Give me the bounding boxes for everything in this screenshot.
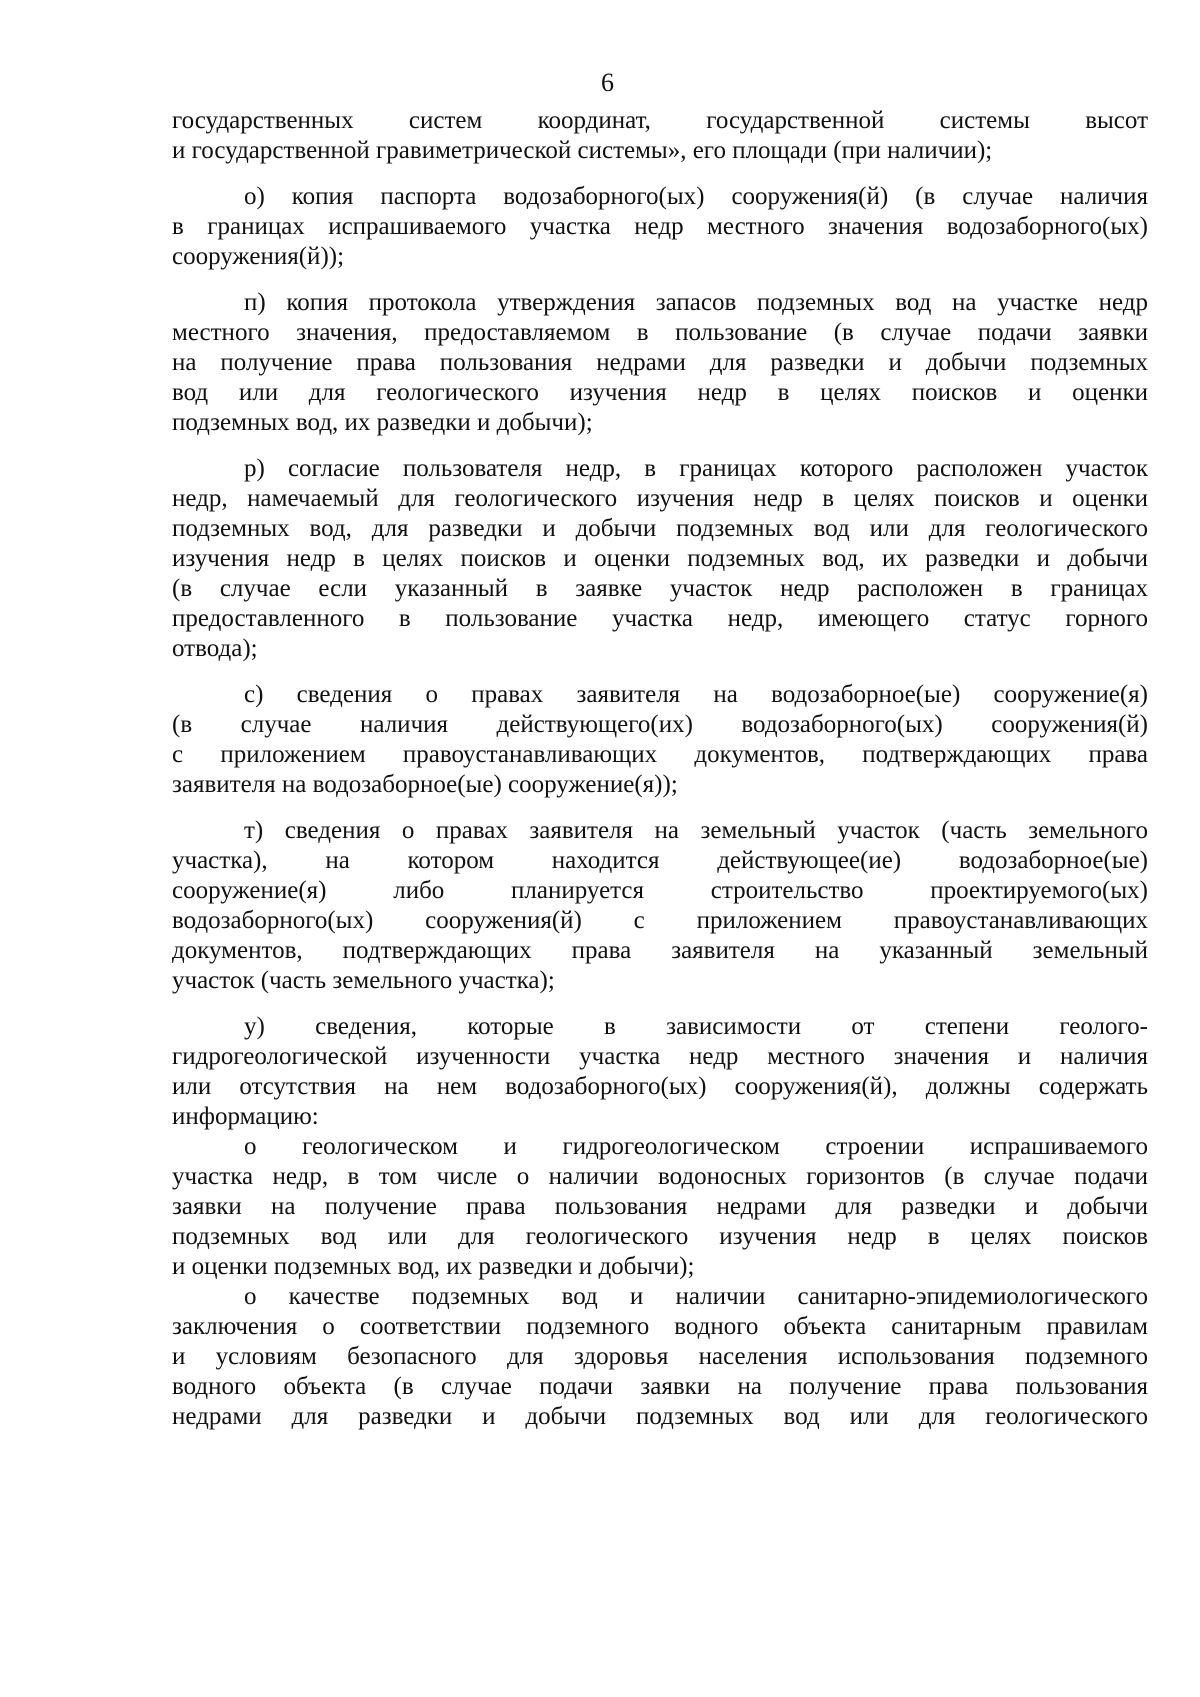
- text-line: с приложением правоустанавливающих документов, подтверждающих права: [172, 741, 1148, 768]
- text-line: и государственной гравиметрической системы», его площади (при наличии);: [172, 137, 993, 164]
- paragraph-intro: [172, 106, 1148, 166]
- text-line: и оценки подземных вод, их разведки и добычи);: [172, 1253, 695, 1280]
- text-line: или отсутствия на нем водозаборного(ых) сооружения(й), должны содержать: [172, 1073, 1148, 1100]
- text-line: государственных систем координат, государственной системы высот: [172, 107, 1148, 134]
- text-line: т) сведения о правах заявителя на земельный участок (часть земельного: [244, 817, 1148, 844]
- text-line: подземных вод, для разведки и добычи подземных вод или для геологического: [172, 515, 1148, 542]
- paragraph-s: [172, 680, 1148, 800]
- text-line: (в случае наличия действующего(их) водозаборного(ых) сооружения(й): [172, 711, 1148, 738]
- document-body: [172, 106, 1148, 1432]
- text-line: о геологическом и гидрогеологическом строении испрашиваемого: [244, 1133, 1148, 1160]
- text-line: участка), на котором находится действующее(ие) водозаборное(ые): [172, 847, 1148, 874]
- text-line: заявителя на водозаборное(ые) сооружение(я));: [172, 771, 678, 798]
- text-line: водного объекта (в случае подачи заявки на получение права пользования: [172, 1373, 1148, 1400]
- text-line: изучения недр в целях поисков и оценки подземных вод, их разведки и добычи: [172, 545, 1148, 572]
- text-line: в границах испрашиваемого участка недр местного значения водозаборного(ых): [172, 213, 1148, 240]
- text-line: п) копия протокола утверждения запасов подземных вод на участке недр: [244, 289, 1148, 316]
- text-line: водозаборного(ых) сооружения(й) с приложением правоустанавливающих: [172, 907, 1148, 934]
- paragraph-r: [172, 454, 1148, 664]
- paragraph-p: [172, 288, 1148, 438]
- text-line: гидрогеологической изученности участка недр местного значения и наличия: [172, 1043, 1148, 1070]
- text-line: о) копия паспорта водозаборного(ых) сооружения(й) (в случае наличия: [244, 183, 1148, 210]
- paragraph-u-geology: [172, 1132, 1148, 1282]
- text-line: вод или для геологического изучения недр в целях поисков и оценки: [172, 379, 1148, 406]
- text-line: участка недр, в том числе о наличии водоносных горизонтов (в случае подачи: [172, 1163, 1148, 1190]
- text-line: (в случае если указанный в заявке участок недр расположен в границах: [172, 575, 1148, 602]
- text-line: недрами для разведки и добычи подземных вод или для геологического: [172, 1403, 1148, 1430]
- text-line: отвода);: [172, 635, 258, 662]
- paragraph-u-water-quality: [172, 1282, 1148, 1432]
- text-line: у) сведения, которые в зависимости от степени геолого-: [244, 1013, 1148, 1040]
- paragraph-u: [172, 1012, 1148, 1132]
- text-line: документов, подтверждающих права заявителя на указанный земельный: [172, 937, 1148, 964]
- text-line: сооружение(я) либо планируется строительство проектируемого(ых): [172, 877, 1148, 904]
- text-line: сооружения(й));: [172, 243, 345, 270]
- text-line: заключения о соответствии подземного водного объекта санитарным правилам: [172, 1313, 1148, 1340]
- text-line: о качестве подземных вод и наличии санитарно-эпидемиологического: [244, 1283, 1148, 1310]
- text-line: подземных вод или для геологического изучения недр в целях поисков: [172, 1223, 1148, 1250]
- text-line: предоставленного в пользование участка недр, имеющего статус горного: [172, 605, 1148, 632]
- text-line: участок (часть земельного участка);: [172, 967, 555, 994]
- text-line: заявки на получение права пользования недрами для разведки и добычи: [172, 1193, 1148, 1220]
- text-line: и условиям безопасного для здоровья населения использования подземного: [172, 1343, 1148, 1370]
- text-line: местного значения, предоставляемом в пользование (в случае подачи заявки: [172, 319, 1148, 346]
- text-line: подземных вод, их разведки и добычи);: [172, 409, 593, 436]
- text-line: недр, намечаемый для геологического изучения недр в целях поисков и оценки: [172, 485, 1148, 512]
- text-line: с) сведения о правах заявителя на водозаборное(ые) сооружение(я): [244, 681, 1148, 708]
- text-line: на получение права пользования недрами для разведки и добычи подземных: [172, 349, 1148, 376]
- page-number: 6: [601, 68, 614, 97]
- paragraph-o: [172, 182, 1148, 272]
- paragraph-t: [172, 816, 1148, 996]
- text-line: р) согласие пользователя недр, в границах которого расположен участок: [244, 455, 1148, 482]
- text-line: информацию:: [172, 1103, 319, 1130]
